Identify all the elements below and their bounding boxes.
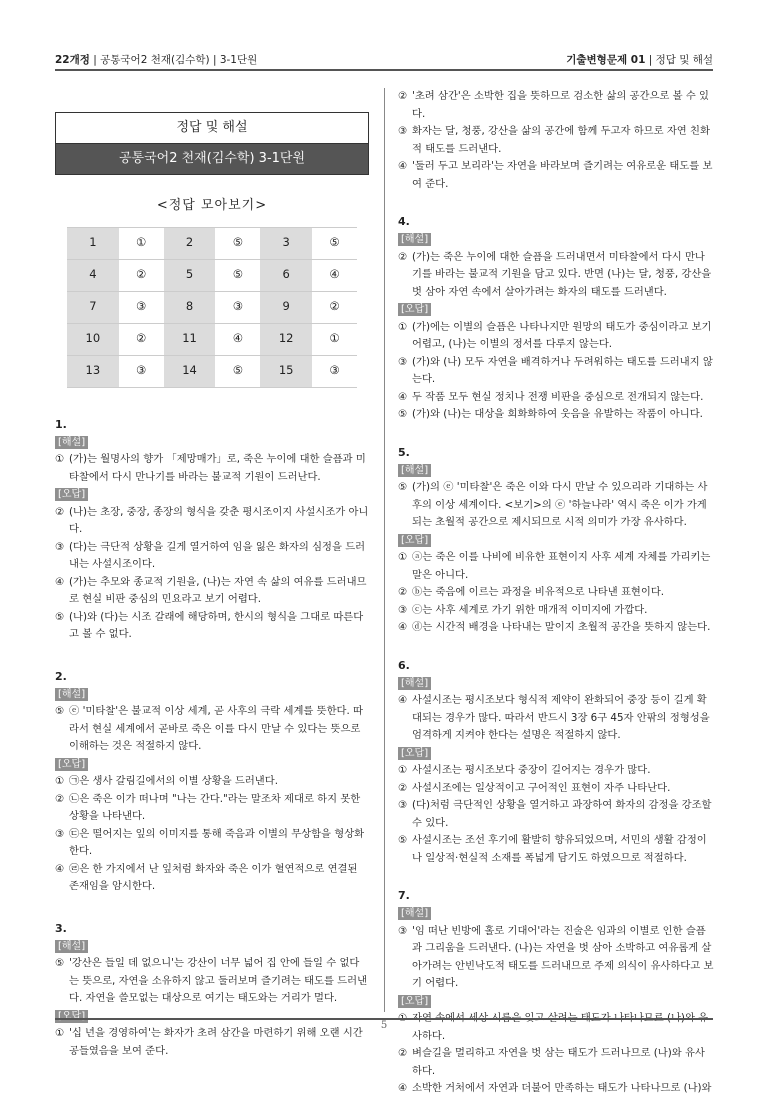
item-marker: ④ (55, 575, 65, 588)
answer-choice: ② (312, 291, 357, 323)
question-2 (55, 668, 369, 896)
header-doc-title: 기출변형문제 01 (566, 54, 646, 66)
answer-row (67, 291, 357, 323)
item-text: (다)는 극단적 상황을 길게 열거하여 임을 잃은 화자의 심정을 드러내는 사설시조이다. (69, 540, 366, 570)
item-text: ㉢은 떨어지는 잎의 이미지를 통해 죽음과 이별의 무상함을 형상화한다. (69, 827, 365, 857)
wrong-item (398, 619, 714, 637)
answer-choice: ⑤ (215, 227, 260, 259)
header-course: | 공통국어2 천재(김수학) | 3-1단원 (89, 54, 258, 66)
wrong-item (398, 88, 714, 123)
item-marker: ① (55, 1027, 65, 1039)
wrong-item (398, 584, 714, 602)
wrong-item (398, 319, 714, 354)
wrong-item (55, 539, 369, 574)
wrong-tag: [오답] (55, 488, 88, 501)
answer-question-number: 1 (67, 227, 119, 259)
title-box (55, 112, 369, 175)
answer-summary-title: <정답 모아보기> (156, 198, 268, 213)
answer-choice: ④ (215, 323, 260, 355)
item-marker: ③ (398, 603, 408, 616)
answer-choice: ⑤ (215, 355, 260, 387)
answer-question-number: 14 (164, 355, 216, 387)
item-text: (나)는 초장, 중장, 종장의 형식을 갖춘 평시조이지 사설시조가 아니다. (69, 505, 369, 535)
item-marker: ③ (398, 924, 408, 937)
wrong-item (55, 574, 369, 609)
wrong-item (55, 773, 369, 791)
answer-question-number: 3 (260, 227, 312, 259)
item-marker: ③ (398, 355, 408, 368)
answer-question-number: 15 (260, 355, 312, 387)
explain-tag: [해설] (55, 688, 88, 701)
left-column (55, 88, 369, 1060)
item-marker: ③ (55, 540, 65, 553)
item-marker: ⑤ (398, 834, 408, 846)
item-text: ⓓ는 시간적 배경을 나타내는 말이지 초월적 공간을 뜻하지 않는다. (412, 621, 711, 633)
wrong-tag: [오답] (55, 1010, 88, 1023)
answer-question-number: 5 (164, 259, 216, 291)
item-marker: ④ (398, 694, 408, 706)
item-marker: ④ (398, 621, 408, 633)
answer-question-number: 2 (164, 227, 216, 259)
answer-table (67, 227, 357, 388)
item-marker: ⑤ (55, 610, 65, 623)
item-marker: ② (398, 90, 408, 102)
item-text: 사설시조는 조선 후기에 활발히 향유되었으며, 서민의 생활 감정이나 일상적·현실적 소재를 폭넓게 담기도 하였으므로 적절하다. (412, 834, 707, 864)
item-marker: ① (398, 320, 408, 333)
wrong-item (55, 826, 369, 861)
item-text: '십 년을 경영하여'는 화자가 초려 삼간을 마련하기 위해 오랜 시간 공들였음을 보여 준다. (69, 1027, 363, 1057)
header-grade: 22개정 (55, 54, 90, 66)
item-marker: ① (398, 764, 408, 776)
wrong-item (398, 1080, 714, 1098)
header-course-info (55, 52, 257, 67)
item-marker: ⑤ (55, 957, 65, 969)
item-text: (가)의 ⓔ '미타찰'은 죽은 이와 다시 만날 수 있으리라 기대하는 사후의 이상 세계이다. <보기>의 ⓔ '하늘나라' 역시 죽은 이가 가게 되는 초월적 공간으로 제시되므로 시적 의미가 가장 유사하다. (412, 481, 708, 528)
item-text: 소박한 거처에서 자연과 더불어 만족하는 태도가 나타나므로 (나)와 (412, 1082, 712, 1094)
wrong-item (398, 797, 714, 832)
item-marker: ② (55, 792, 65, 805)
wrong-item (55, 791, 369, 826)
question-number: 3. (55, 921, 67, 935)
wrong-item (398, 123, 714, 158)
answer-question-number: 11 (164, 323, 216, 355)
question-7 (398, 887, 714, 1098)
item-marker: ② (398, 250, 408, 263)
explain-tag: [해설] (55, 436, 88, 449)
answer-row (67, 227, 357, 259)
item-text: (가)와 (나)는 대상을 희화화하여 웃음을 유발하는 작품이 아니다. (412, 408, 703, 420)
wrong-tag: [오답] (398, 747, 431, 760)
question-number: 6. (398, 658, 410, 672)
answer-row (67, 355, 357, 387)
item-marker: ② (398, 781, 408, 794)
item-text: '초려 삼간'은 소박한 집을 뜻하므로 검소한 삶의 공간으로 볼 수 있다. (412, 90, 710, 120)
title-sub: 공통국어2 천재(김수학) 3-1단원 (56, 144, 368, 174)
item-text: (가)에는 이별의 슬픔은 나타나지만 원망의 태도가 중심이라고 보기 어렵고, (나)는 이별의 정서를 다루지 않는다. (412, 320, 712, 350)
answer-choice: ③ (119, 355, 164, 387)
item-marker: ① (55, 453, 65, 465)
answer-question-number: 8 (164, 291, 216, 323)
answer-row (67, 259, 357, 291)
answer-question-number: 9 (260, 291, 312, 323)
question-5 (398, 444, 714, 637)
item-marker: ⑤ (398, 481, 408, 493)
wrong-item (398, 1045, 714, 1080)
wrong-item (398, 158, 714, 193)
item-marker: ⑤ (55, 705, 65, 717)
header-doc-sub: | 정답 및 해설 (645, 54, 713, 66)
question-number: 5. (398, 445, 410, 459)
wrong-item (55, 861, 369, 896)
answer-choice: ② (119, 259, 164, 291)
question-number: 4. (398, 215, 410, 228)
question-number: 1. (55, 417, 67, 431)
explain-tag: [해설] (398, 233, 431, 246)
item-text: (가)는 추모와 종교적 기원을, (나)는 자연 속 삶의 여유를 드러내므로 현실 비판 중심의 민요라고 보기 어렵다. (69, 575, 367, 605)
item-text: ⓔ '미타찰'은 불교적 이상 세계, 곧 사후의 극락 세계를 뜻한다. 따라서 현실 세계에서 곧바로 죽은 이를 다시 만날 수 있다는 뜻으로 이해하는 것은 적절하지 않다. (69, 705, 363, 752)
item-text: 사설시조는 평시조보다 중장이 길어지는 경우가 많다. (412, 764, 651, 776)
item-text: '둘러 두고 보리라'는 자연을 바라보며 즐기려는 여유로운 태도를 보여 준다. (412, 160, 713, 190)
answer-choice: ① (312, 323, 357, 355)
item-marker: ④ (398, 160, 408, 172)
title-main: 정답 및 해설 (56, 113, 368, 144)
item-text: 두 작품 모두 현실 정치나 전쟁 비판을 중심으로 전개되지 않는다. (412, 390, 704, 403)
answer-question-number: 10 (67, 323, 119, 355)
item-text: 화자는 달, 청풍, 강산을 삶의 공간에 함께 두고자 하므로 자연 친화적 태도를 드러낸다. (412, 125, 710, 155)
answer-choice: ④ (312, 259, 357, 291)
answer-question-number: 7 (67, 291, 119, 323)
answer-choice: ③ (119, 291, 164, 323)
header-rule (55, 69, 713, 71)
header-doc-info (566, 52, 713, 67)
item-text: ㉡은 죽은 이가 떠나며 "나는 간다."라는 말조차 제대로 하지 못한 상황을 나타낸다. (69, 792, 361, 822)
answer-choice: ① (119, 227, 164, 259)
question-number: 7. (398, 889, 410, 902)
page-header (55, 46, 713, 66)
answer-choice: ⑤ (312, 227, 357, 259)
item-marker: ① (398, 551, 408, 563)
item-marker: ② (398, 586, 408, 598)
wrong-item (398, 832, 714, 867)
explain-item (398, 692, 714, 745)
question-6 (398, 657, 714, 868)
explain-item (398, 249, 714, 302)
wrong-item (398, 602, 714, 620)
wrong-tag: [오답] (398, 534, 431, 547)
item-text: (다)처럼 극단적인 상황을 열거하고 과장하여 화자의 감정을 강조할 수 있다. (412, 799, 712, 829)
question-3 (55, 920, 369, 1061)
item-text: '강산은 들일 데 없으니'는 강산이 너무 넓어 집 안에 들일 수 없다는 뜻으로, 자연을 소유하지 않고 둘러보며 즐기려는 태도를 드러낸다. 자연을 쓸모없는 대상으로 여기는 태도와는 거리가 멀다. (69, 957, 368, 1004)
explain-item (398, 479, 714, 532)
item-text: ⓑ는 죽음에 이르는 과정을 비유적으로 나타낸 표현이다. (412, 586, 665, 598)
wrong-tag: [오답] (398, 303, 431, 316)
item-marker: ③ (398, 125, 408, 137)
answer-question-number: 13 (67, 355, 119, 387)
column-divider (384, 88, 385, 1012)
wrong-item (398, 406, 714, 424)
item-text: (가)는 죽은 누이에 대한 슬픔을 드러내면서 미타찰에서 다시 만나기를 바라는 불교적 기원을 담고 있다. 반면 (나)는 달, 청풍, 강산을 벗 삼아 자연 속에서 살아가려는 화자의 태도를 드러낸다. (412, 250, 712, 298)
answer-choice: ③ (215, 291, 260, 323)
right-column (398, 88, 714, 1098)
answer-row (67, 323, 357, 355)
item-text: ⓒ는 사후 세계로 가기 위한 매개적 이미지에 가깝다. (412, 603, 648, 616)
item-marker: ④ (398, 390, 408, 403)
wrong-item (398, 389, 714, 407)
explain-item (55, 703, 369, 756)
answer-choice: ⑤ (215, 259, 260, 291)
item-text: ㉠은 생사 갈림길에서의 이별 상황을 드러낸다. (69, 775, 278, 787)
item-marker: ① (55, 775, 65, 787)
explain-tag: [해설] (398, 907, 431, 920)
item-marker: ② (55, 505, 65, 518)
wrong-item (398, 354, 714, 389)
answer-question-number: 12 (260, 323, 312, 355)
explain-tag: [해설] (398, 464, 431, 477)
item-marker: ⑤ (398, 408, 408, 420)
item-marker: ③ (398, 799, 408, 811)
wrong-item (398, 780, 714, 798)
explain-item (55, 451, 369, 486)
wrong-tag: [오답] (55, 758, 88, 771)
wrong-item (398, 549, 714, 584)
answer-question-number: 4 (67, 259, 119, 291)
item-marker: ④ (398, 1082, 408, 1094)
explain-tag: [해설] (398, 677, 431, 690)
explain-tag: [해설] (55, 940, 88, 953)
answer-choice: ② (119, 323, 164, 355)
item-text: (가)는 월명사의 향가 「제망매가」로, 죽은 누이에 대한 슬픔과 미타찰에서 다시 만나기를 바라는 불교적 기원이 드러난다. (69, 453, 366, 483)
item-text: (가)와 (나) 모두 자연을 배격하거나 두려워하는 태도를 드러내지 않는다. (412, 355, 713, 385)
item-text: 자연 속에서 세상 시름을 잊고 살려는 태도가 나타나므로 (나)와 유사하다. (412, 1012, 709, 1042)
item-text: 사설시조는 평시조보다 형식적 제약이 완화되어 중장 등이 길게 확대되는 경우가 많다. 따라서 반드시 3장 6구 45자 안팎의 정형성을 엄격하게 지켜야 한다는 설명은 적절하지 않다. (412, 694, 710, 741)
wrong-item (398, 762, 714, 780)
item-text: '임 떠난 빈방에 홀로 기대어'라는 진술은 임과의 이별로 인한 슬픔과 그리움을 드러낸다. (나)는 자연을 벗 삼아 소박하고 여유롭게 살아가려는 안빈낙도적 태도를 드러내므로 주제 의식이 유사하다고 보기 어렵다. (412, 924, 714, 989)
wrong-item (55, 504, 369, 539)
item-marker: ② (398, 1047, 408, 1059)
item-text: (나)와 (다)는 시조 갈래에 해당하며, 한시의 형식을 그대로 따른다고 볼 수 없다. (69, 610, 364, 640)
item-marker: ① (398, 1012, 408, 1024)
item-text: 벼슬길을 멀리하고 자연을 벗 삼는 태도가 드러나므로 (나)와 유사하다. (412, 1047, 705, 1077)
page-number: 5 (380, 1020, 388, 1031)
item-text: ㉣은 한 가지에서 난 잎처럼 화자와 죽은 이가 혈연적으로 연결된 존재임을 암시한다. (69, 862, 358, 892)
explain-item (55, 955, 369, 1008)
item-text: ⓐ는 죽은 이를 나비에 비유한 표현이지 사후 세계 자체를 가리키는 말은 아니다. (412, 551, 711, 581)
answer-choice: ③ (312, 355, 357, 387)
question-number: 2. (55, 669, 67, 683)
question-4 (398, 213, 714, 424)
wrong-item (55, 609, 369, 644)
question-1 (55, 416, 369, 644)
item-text: 사설시조에는 일상적이고 구어적인 표현이 자주 나타난다. (412, 781, 671, 794)
item-marker: ③ (55, 827, 65, 840)
answer-question-number: 6 (260, 259, 312, 291)
item-marker: ④ (55, 862, 65, 875)
wrong-tag: [오답] (398, 995, 431, 1008)
explain-item (398, 923, 714, 993)
